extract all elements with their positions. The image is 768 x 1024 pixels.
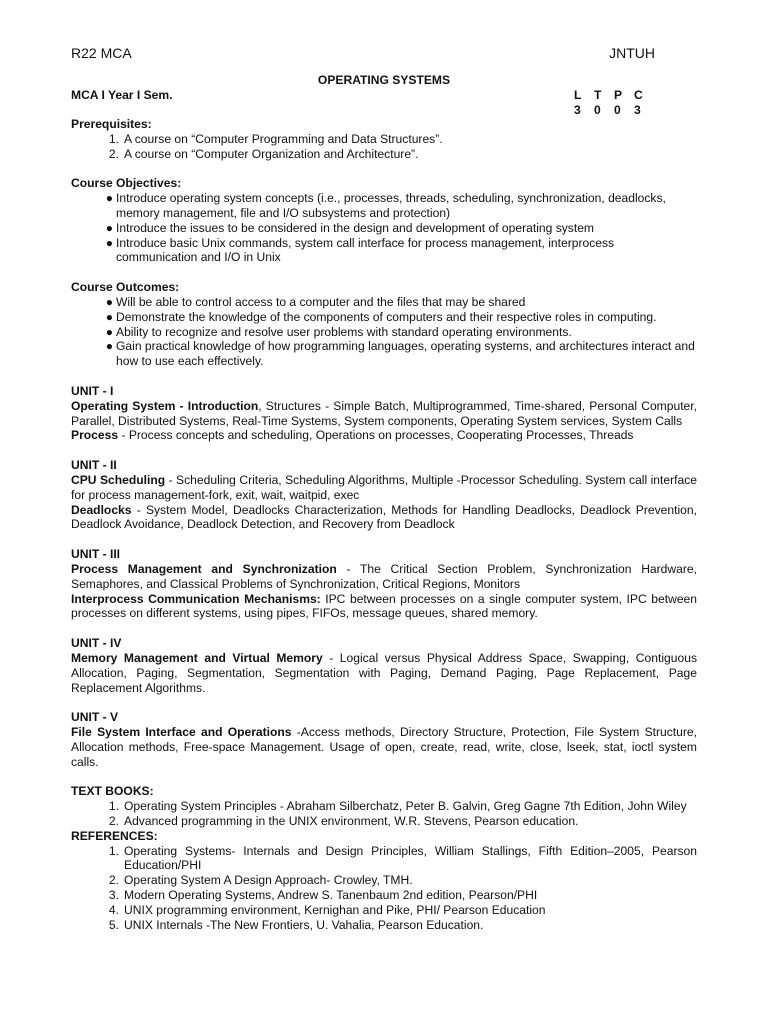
outcomes-list <box>71 295 697 369</box>
list-item: 2. Operating System A Design Approach- Crowley, TMH. <box>108 873 413 888</box>
course-title: OPERATING SYSTEMS <box>317 73 451 87</box>
semester-label: MCA I Year I Sem. <box>71 88 173 102</box>
unit-1-para-2: Process - Process concepts and scheduling, Operations on processes, Cooperating Processes, Threads <box>71 428 634 443</box>
syllabus-body <box>71 117 697 932</box>
prerequisites-heading: Prerequisites: <box>71 117 152 131</box>
unit-2-para-1: CPU Scheduling - Scheduling Criteria, Scheduling Algorithms, Multiple -Processor Scheduling. System call interface for process management-fork, exit, wait, waitpid, exec <box>71 472 697 502</box>
ltpc-label: C <box>634 88 643 102</box>
list-item: 4. UNIX programming environment, Kernighan and Pike, PHI/ Pearson Education <box>108 902 546 917</box>
list-item: 2. Advanced programming in the UNIX environment, W.R. Stevens, Pearson education. <box>108 814 579 829</box>
unit-2-para-2: Deadlocks - System Model, Deadlocks Characterization, Methods for Handling Deadlocks, Deadlock Prevention, Deadlock Avoidance, Deadlock Detection, and Recovery from Deadlock <box>71 502 697 532</box>
list-item: ● Introduce basic Unix commands, system call interface for process management, interprocess communication and I/O in Unix <box>105 235 615 265</box>
ltpc-values <box>574 103 654 118</box>
unit-5-heading: UNIT - V <box>71 710 119 725</box>
list-item: 5. UNIX Internals -The New Frontiers, U. Vahalia, Pearson Education. <box>108 917 484 932</box>
list-item: 1. Operating Systems- Internals and Design Principles, William Stallings, Fifth Edition–2005, Pearson Education/PHI <box>108 843 697 873</box>
list-item: 3. Modern Operating Systems, Andrew S. Tanenbaum 2nd edition, Pearson/PHI <box>108 888 538 903</box>
unit-4-para-1: Memory Management and Virtual Memory - Logical versus Physical Address Space, Swapping, Contiguous Allocation, Paging, Segmentation, Segmentation with Paging, Demand Paging, Page Replacement, Page Replacement Algorithms. <box>71 650 697 695</box>
textbooks-list <box>71 799 697 829</box>
objectives-heading: Course Objectives: <box>71 176 182 191</box>
university-name: JNTUH <box>609 45 655 61</box>
list-item: 1. Operating System Principles - Abraham Silberchatz, Peter B. Galvin, Greg Gagne 7th Edition, John Wiley <box>108 799 687 814</box>
list-item: ● Ability to recognize and resolve user problems with standard operating environments. <box>105 324 572 339</box>
unit-1-heading: UNIT - I <box>71 383 114 398</box>
unit-2-heading: UNIT - II <box>71 458 117 473</box>
unit-5-para-1: File System Interface and Operations -Access methods, Directory Structure, Protection, File System Structure, Allocation methods, Free-space Management. Usage of open, create, read, write, close, lseek, stat, ioctl system calls. <box>71 725 697 769</box>
ltpc-labels <box>574 88 654 103</box>
objectives-list <box>71 191 697 265</box>
ltpc-label: P <box>614 88 623 102</box>
references-list <box>71 844 697 933</box>
ltpc-label: T <box>594 88 602 102</box>
ltpc-value: 3 <box>634 102 641 117</box>
unit-4-heading: UNIT - IV <box>71 636 122 651</box>
list-item: ● Demonstrate the knowledge of the components of computers and their respective roles in computing. <box>105 309 657 324</box>
ltpc-value: 0 <box>594 102 601 117</box>
unit-3-heading: UNIT - III <box>71 547 121 562</box>
list-item: ● Introduce the issues to be considered in the design and development of operating system <box>105 220 595 235</box>
list-item: 2. A course on “Computer Organization and Architecture”. <box>108 146 419 161</box>
list-item: ● Will be able to control access to a computer and the files that may be shared <box>105 294 526 309</box>
textbooks-heading: TEXT BOOKS: <box>71 784 154 799</box>
list-item: ● Introduce operating system concepts (i.e., processes, threads, scheduling, synchronization, deadlocks, memory management, file and I/O subsystems and protection) <box>105 191 666 220</box>
list-item: 1. A course on “Computer Programming and Data Structures”. <box>108 131 443 146</box>
ltpc-value: 3 <box>574 102 581 117</box>
ltpc-value: 0 <box>614 102 621 117</box>
ltpc-table <box>574 88 654 118</box>
ltpc-label: L <box>574 88 582 102</box>
references-heading: REFERENCES: <box>71 828 158 843</box>
outcomes-heading: Course Outcomes: <box>71 280 180 295</box>
unit-3-para-2: Interprocess Communication Mechanisms: IPC between processes on a single computer system, IPC between processes on different systems, using pipes, FIFOs, message queues, shared memory. <box>71 591 697 621</box>
program-code: R22 MCA <box>71 45 132 61</box>
unit-1-para-1: Operating System - Introduction, Structures - Simple Batch, Multiprogrammed, Time-shared, Personal Computer, Parallel, Distributed Systems, Real-Time Systems, System components, Operating System services, System Calls <box>71 398 697 428</box>
list-item: ● Gain practical knowledge of how programming languages, operating systems, and architectures interact and how to use each effectively. <box>105 339 695 369</box>
unit-3-para-1: Process Management and Synchronization - The Critical Section Problem, Synchronization Hardware, Semaphores, and Classical Problems of Synchronization, Critical Regions, Monitors <box>71 561 697 591</box>
prerequisites-list <box>71 132 697 162</box>
